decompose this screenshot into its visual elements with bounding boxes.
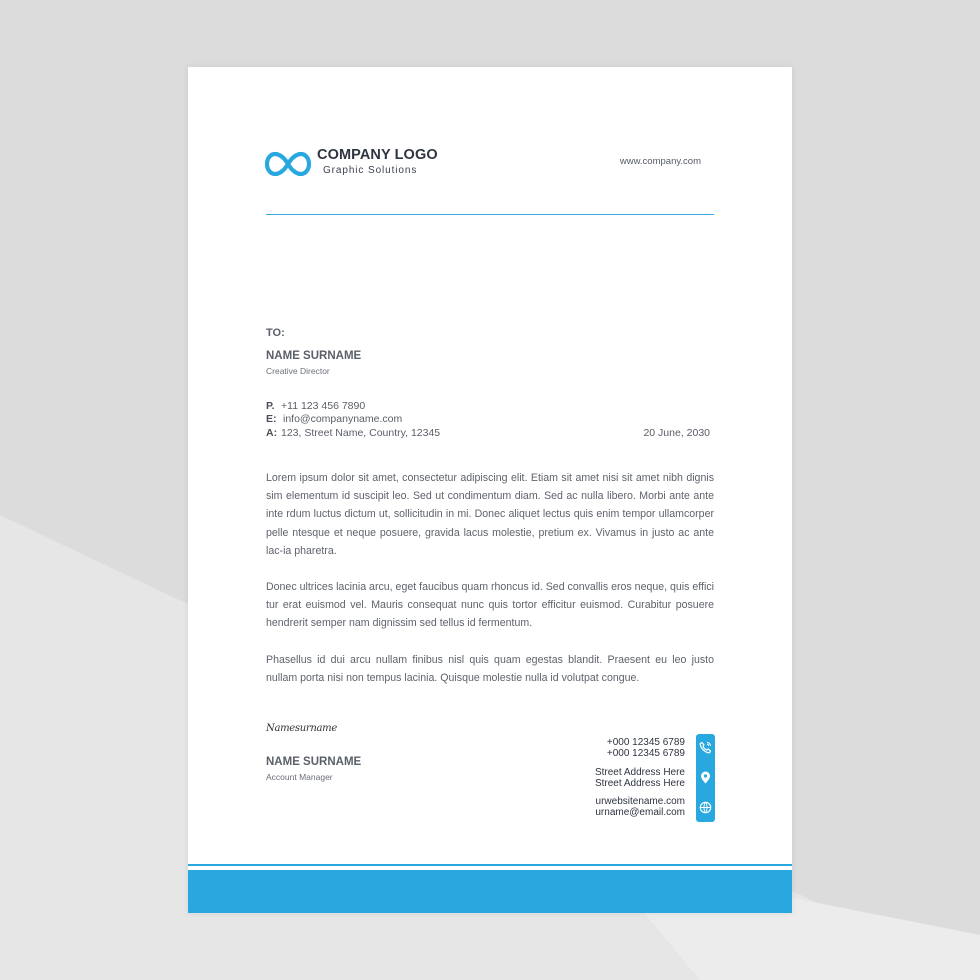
footer-web bbox=[595, 796, 685, 818]
footer-divider bbox=[188, 864, 792, 866]
address-label: A: bbox=[266, 427, 278, 439]
company-tagline: Graphic Solutions bbox=[323, 165, 418, 176]
recipient-title: Creative Director bbox=[266, 366, 330, 376]
contact-email: info@companyname.com bbox=[283, 413, 403, 425]
infinity-icon bbox=[265, 150, 311, 178]
phone-icon bbox=[699, 741, 712, 754]
body-paragraph-3: Phasellus id dui arcu nullam finibus nisl quis quam egestas blandit. Praesent eu leo justo nullam porta nisi non tempus lacinia. Quisque molestie nulla id volutpat congue. bbox=[266, 654, 714, 685]
footer-phones bbox=[607, 737, 685, 759]
footer-band bbox=[188, 870, 792, 913]
header-website: www.company.com bbox=[619, 156, 701, 167]
footer-phone-2: +000 12345 6789 bbox=[606, 748, 685, 759]
footer-email: urname@email.com bbox=[595, 807, 685, 818]
footer-addresses bbox=[595, 767, 685, 789]
letterhead-page bbox=[188, 67, 792, 913]
footer-address-1: Street Address Here bbox=[594, 767, 685, 778]
footer-website: urwebsitename.com bbox=[595, 796, 685, 807]
header-divider bbox=[266, 214, 714, 215]
phone-label: P. bbox=[266, 400, 275, 412]
sender-name: NAME SURNAME bbox=[266, 756, 362, 768]
signature: Namesurname bbox=[266, 723, 337, 734]
contact-phone-line bbox=[266, 400, 365, 412]
location-pin-icon bbox=[699, 771, 712, 784]
footer-phone-1: +000 12345 6789 bbox=[606, 737, 685, 748]
to-label: TO: bbox=[266, 327, 285, 339]
recipient-name: NAME SURNAME bbox=[266, 350, 362, 362]
letter-date: 20 June, 2030 bbox=[643, 427, 710, 439]
company-name: COMPANY LOGO bbox=[317, 147, 438, 163]
body-paragraph-1: Lorem ipsum dolor sit amet, consectetur adipiscing elit. Etiam sit amet nisi sit amet nibh dignis sim elementum id suscipit leo. Sed ut condimentum diam. Sed ac nulla libero. Morbi ante ante inte rdum luctus dictum ut, sollicitudin in mi. Donec aliquet lectus quis enim tempor ullamcorper pelle ntesque et neque posuere, gravida lacus molestie, pretium ex. Vivamus in justo ac ante lac-ia pharetra. bbox=[266, 472, 714, 557]
footer-icon-bar bbox=[696, 734, 715, 822]
contact-address-line bbox=[266, 427, 440, 439]
contact-address: 123, Street Name, Country, 12345 bbox=[281, 427, 441, 439]
sender-title: Account Manager bbox=[266, 772, 333, 782]
globe-icon bbox=[699, 801, 712, 814]
body-paragraph-2: Donec ultrices lacinia arcu, eget faucibus quam rhoncus id. Sed convallis eros neque, quis effici tur erat euismod vel. Mauris consequat nunc quis tortor efficitur euismod. Curabitur posuere hendrerit semper nam dignissim sed tellus id fermentum. bbox=[266, 581, 714, 630]
footer-address-2: Street Address Here bbox=[594, 778, 685, 789]
email-label: E: bbox=[266, 413, 277, 425]
contact-phone: +11 123 456 7890 bbox=[281, 400, 366, 412]
contact-email-line bbox=[266, 413, 402, 425]
